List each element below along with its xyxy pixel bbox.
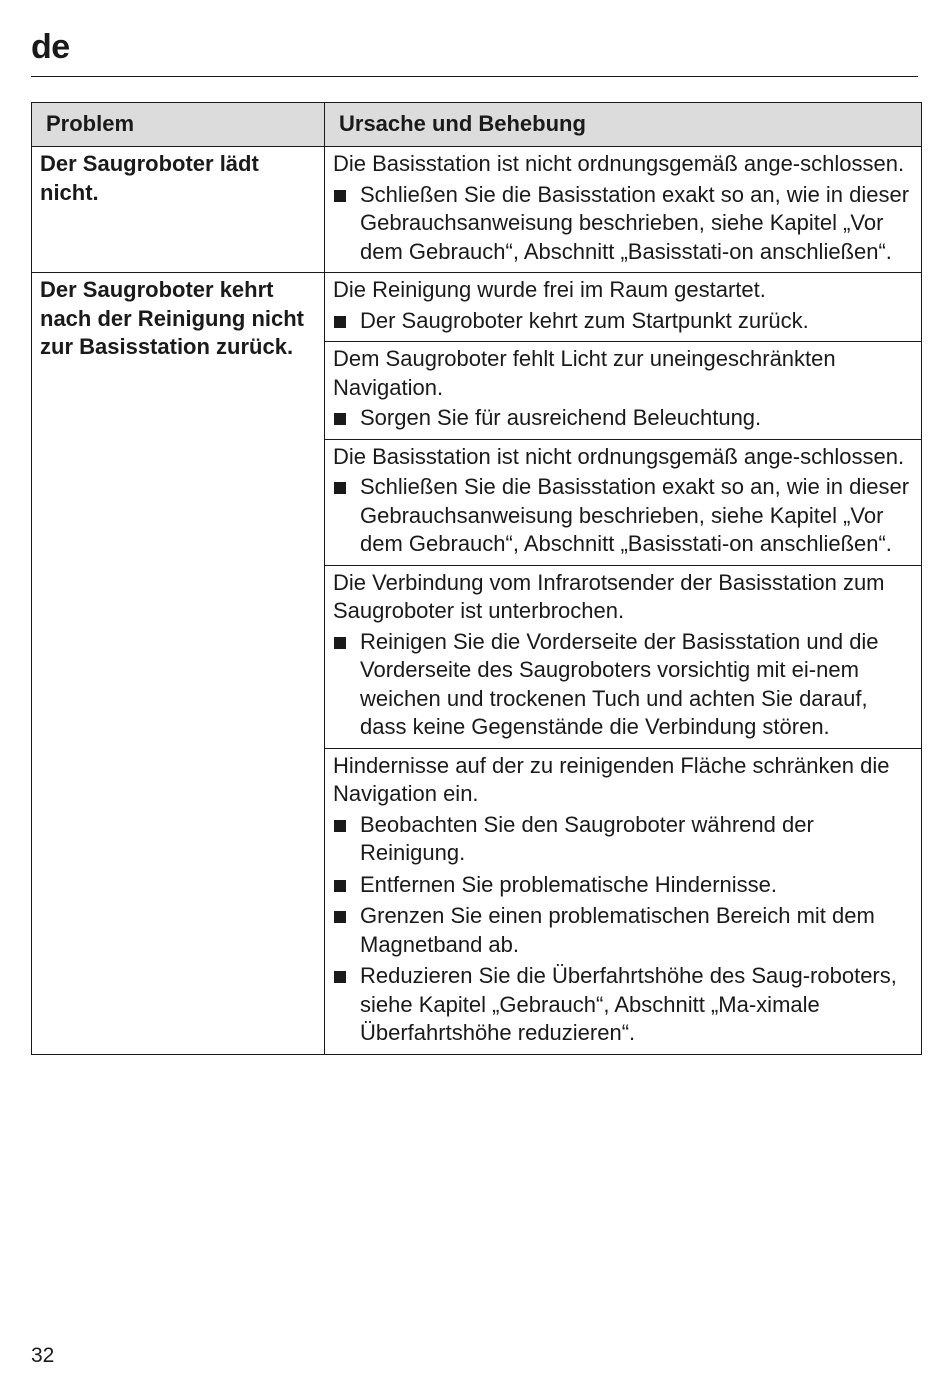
problem-cell: Der Saugroboter lädt nicht. <box>32 147 325 273</box>
remedy-item <box>333 181 913 267</box>
problem-cell: Der Saugroboter kehrt nach der Reinigung nicht zur Basisstation zurück. <box>32 273 325 1055</box>
remedy-list <box>333 628 913 742</box>
cause-text: Die Basisstation ist nicht ordnungsgemäß ange-schlossen. <box>333 443 905 469</box>
remedy-list <box>333 404 913 433</box>
square-bullet-icon <box>334 413 346 425</box>
square-bullet-icon <box>334 971 346 983</box>
remedy-text: Der Saugroboter kehrt zum Startpunkt zurück. <box>360 307 809 333</box>
square-bullet-icon <box>334 316 346 328</box>
remedy-text: Grenzen Sie einen problematischen Bereich mit dem Magnetband ab. <box>360 903 875 957</box>
square-bullet-icon <box>334 880 346 892</box>
remedy-text: Schließen Sie die Basisstation exakt so an, wie in dieser Gebrauchsanweisung beschrieben, siehe Kapitel „Vor dem Gebrauch“, Abschnitt „Basisstati-on anschließen“. <box>360 474 910 556</box>
remedy-item <box>333 473 913 559</box>
table-header-row <box>32 103 922 147</box>
cause-text: Dem Saugroboter fehlt Licht zur uneingeschränkten Navigation. <box>333 346 836 400</box>
remedy-text: Reduzieren Sie die Überfahrtshöhe des Saug-roboters, siehe Kapitel „Gebrauch“, Abschnitt „Ma-ximale Überfahrtshöhe reduzieren“. <box>360 963 897 1045</box>
remedy-text: Beobachten Sie den Saugroboter während der Reinigung. <box>360 811 814 865</box>
remedy-text: Reinigen Sie die Vorderseite der Basisstation und die Vorderseite des Saugroboters vorsichtig mit ei-nem weichen und trockenen Tuch und achten Sie darauf, dass keine Gegenstände die Verbindung stören. <box>360 628 879 739</box>
remedy-item <box>333 902 913 959</box>
square-bullet-icon <box>334 190 346 202</box>
remedy-item <box>333 404 913 433</box>
remedy-text: Entfernen Sie problematische Hindernisse. <box>360 871 778 897</box>
remedy-list <box>333 307 913 336</box>
cause-remedy-cell <box>325 273 922 342</box>
page-number: 32 <box>31 1344 55 1367</box>
cause-remedy-cell <box>325 342 922 440</box>
header-divider <box>31 76 918 77</box>
remedy-item <box>333 811 913 868</box>
language-code: de <box>31 28 70 66</box>
remedy-list <box>333 473 913 559</box>
table-row <box>32 273 922 342</box>
square-bullet-icon <box>334 482 346 494</box>
remedy-item <box>333 628 913 742</box>
cause-remedy-cell <box>325 748 922 1054</box>
remedy-list <box>333 811 913 1048</box>
cause-text: Die Verbindung vom Infrarotsender der Basisstation zum Saugroboter ist unterbrochen. <box>333 569 885 623</box>
remedy-text: Sorgen Sie für ausreichend Beleuchtung. <box>360 405 762 430</box>
remedy-item <box>333 871 913 900</box>
cause-text: Die Basisstation ist nicht ordnungsgemäß ange-schlossen. <box>333 151 905 176</box>
remedy-item <box>333 962 913 1048</box>
cause-remedy-cell <box>325 565 922 748</box>
cause-text: Die Reinigung wurde frei im Raum gestartet. <box>333 277 766 302</box>
table-body <box>32 147 922 1055</box>
column-header-cause-remedy: Ursache und Behebung <box>325 103 922 147</box>
cause-text: Hindernisse auf der zu reinigenden Fläche schränken die Navigation ein. <box>333 752 890 806</box>
remedy-text: Schließen Sie die Basisstation exakt so an, wie in dieser Gebrauchsanweisung beschrieben, siehe Kapitel „Vor dem Gebrauch“, Abschnitt „Basisstati-on anschließen“. <box>360 181 910 264</box>
column-header-problem: Problem <box>32 103 325 147</box>
remedy-item <box>333 307 913 336</box>
cause-remedy-cell <box>325 439 922 565</box>
square-bullet-icon <box>334 820 346 832</box>
table-row <box>32 147 922 273</box>
remedy-list <box>333 181 913 267</box>
square-bullet-icon <box>334 911 346 923</box>
square-bullet-icon <box>334 637 346 649</box>
cause-remedy-cell <box>325 147 922 273</box>
troubleshooting-table <box>31 102 922 1055</box>
